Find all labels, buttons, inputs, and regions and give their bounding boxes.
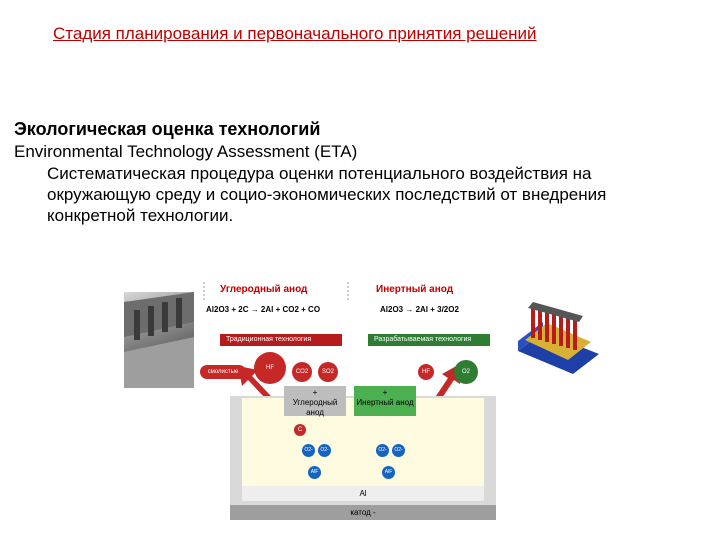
traditional-tech-bar: Традиционная технология [220,334,342,346]
definition-line-1: Систематическая процедура оценки потенциального воздействия на [47,164,592,183]
carbon-anode-plus: + [312,388,318,397]
oxygen-ion-4: O2- [392,444,405,457]
definition-text [47,163,697,226]
inert-anode-model [513,296,602,379]
left-column-header: Углеродный анод [220,284,308,295]
tar-emission-pill: смолистые [200,365,246,379]
definition-line-2: окружающую среду и социо-экономических последствий от внедрения [47,185,607,204]
slide-title: Стадия планирования и первоначального принятия решений [53,24,537,43]
right-equation: Al2O3 → 2Al + 3/2O2 [380,305,459,314]
aluminum-ion-right: AlF [382,466,395,479]
section-heading: Экологическая оценка технологий [14,119,321,139]
hf-emission-circle: HF [254,352,286,384]
inert-anode-label: Инертный анод [356,398,414,407]
oxygen-ion-3: O2- [376,444,389,457]
carbon-anode-label: Углеродный анод [292,398,338,417]
inert-anode [354,386,416,416]
co2-emission-circle: CO2 [292,362,312,382]
smelter-photo [124,292,194,388]
developing-tech-bar: Разрабатываемая технология [368,334,490,346]
so2-emission-circle: SO2 [318,362,338,382]
carbon-anode [284,386,346,416]
oxygen-ion-2: O2- [318,444,331,457]
right-column-header: Инертный анод [376,284,454,295]
cathode-layer: катод - [230,505,496,520]
hf-small-emission-circle: HF [418,364,434,380]
left-equation: Al2O3 + 2C → 2Al + CO2 + CO [206,305,321,314]
section-subheading: Environmental Technology Assessment (ETA) [14,142,358,161]
definition-line-3: конкретной технологии. [47,206,234,225]
oxygen-ion-1: O2- [302,444,315,457]
inert-anode-model-art [513,296,602,379]
molten-aluminum-layer: Al [242,486,484,501]
smelter-photo-art [124,292,194,388]
oxygen-emission-circle: O2 [454,360,478,384]
aluminum-ion-left: AlF [308,466,321,479]
electrolysis-diagram [198,268,498,523]
inert-anode-plus: + [382,388,388,397]
carbon-consumption-circle: C [294,424,306,436]
